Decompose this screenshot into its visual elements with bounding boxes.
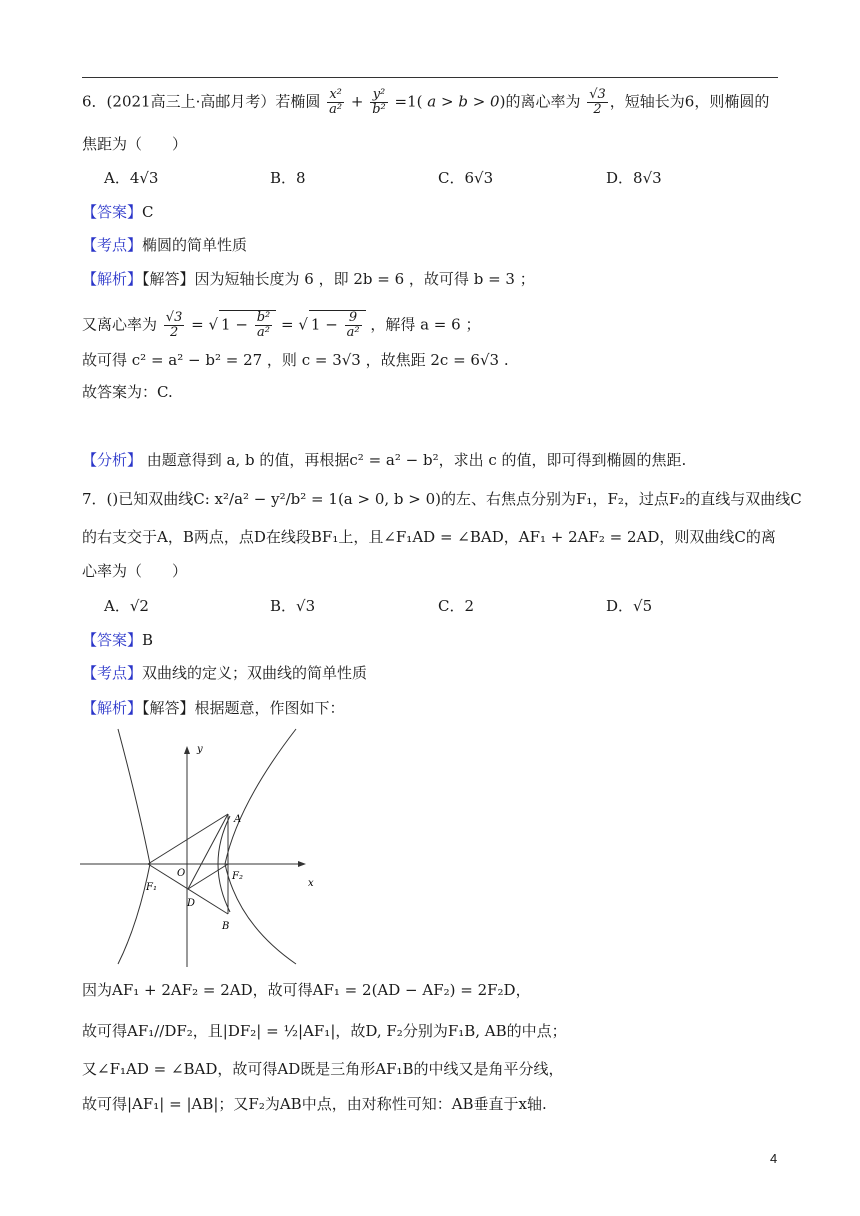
q7-solution-line2: 因为AF₁ + 2AF₂ = 2AD，故可得AF₁ = 2(AD − AF₂) = 2F₂D， [82,981,531,999]
q7-solution-line4: 又∠F₁AD = ∠BAD，故可得AD既是三角形AF₁B的中线又是角平分线， [82,1060,564,1078]
q6-stem-line2: 焦距为（ ） [82,135,188,153]
fig-label-origin: O [177,868,186,879]
q6-solution-line3: 故可得 c² = a² − b² = 27 ，则 c = 3√3 ，故焦距 2c = 6√3 . [82,351,509,369]
fig-label-f2: F₂ [232,871,243,882]
q7-stem-line1: 7．()已知双曲线C: x²/a² − y²/b² = 1(a > 0, b > 0)的左、右焦点分别为F₁，F₂，过点F₂的直线与双曲线C [82,490,802,508]
q7-option-d: D．√5 [606,597,653,615]
fig-label-d: D [187,898,196,909]
header-rule [82,77,778,78]
q6-solution-line2: 又离心率为 $\frac{√3}{2}$ = √ 1 − $\frac{\text{b²}}{\text{a²}}$ = √ 1 − $\frac{9}{\text{a²}}$ ，解得 a = 6 ； [82,310,481,340]
hyperbola-figure [80,724,325,969]
q6-option-a: A．4√3 [104,169,159,187]
q7-solution-line1: 【解析】【解答】根据题意，作图如下： [82,699,345,717]
q7-option-a: A．√2 [104,597,149,615]
q7-stem-line3: 心率为（ ） [82,562,188,580]
q6-answer: 【答案】C [82,203,154,221]
q7-option-c: C．2 [438,597,475,615]
q6-solution-line4: 故答案为：C. [82,383,173,401]
q6-analysis: 【分析】 由题意得到 a, b 的值，再根据c² = a² − b²，求出 c 的值，即可得到椭圆的焦距. [82,451,687,469]
q6-stem-line1: 6．(2021高三上·高邮月考）若椭圆 $\frac{\text{x²}}{\text{a²}}$ + $\frac{\text{y²}}{\text{b²}}$ =1( a > b > 0)的离心率为 $\frac{√3}{2}$ ，短轴长为6，则椭圆的 [82,87,770,117]
q6-solution-line1: 【解析】【解答】因为短轴长度为 6 ，即 2b = 6 ，故可得 b = 3 ； [82,270,535,288]
fig-label-f1: F₁ [146,882,157,893]
q6-knowledge-point: 【考点】椭圆的简单性质 [82,236,248,254]
q7-answer: 【答案】B [82,631,154,649]
q7-stem-line2: 的右支交于A，B两点，点D在线段BF₁上，且∠F₁AD = ∠BAD，AF₁ + 2AF₂ = 2AD，则双曲线C的离 [82,528,776,546]
fig-label-x: x [308,878,314,889]
fig-label-b: B [222,921,230,932]
fig-label-a: A [234,814,242,825]
q6-option-c: C．6√3 [438,169,494,187]
q6-option-d: D．8√3 [606,169,662,187]
page-number: 4 [770,1151,778,1166]
q7-option-b: B．√3 [270,597,316,615]
q7-solution-line5: 故可得|AF₁| = |AB|；又F₂为AB中点，由对称性可知：AB垂直于x轴. [82,1095,547,1113]
q7-knowledge-point: 【考点】双曲线的定义；双曲线的简单性质 [82,664,368,682]
q7-solution-line3: 故可得AF₁//DF₂，且|DF₂| = ½|AF₁|，故D, F₂分别为F₁B, AB的中点； [82,1022,567,1040]
fig-label-y: y [197,744,203,755]
q6-option-b: B．8 [270,169,306,187]
